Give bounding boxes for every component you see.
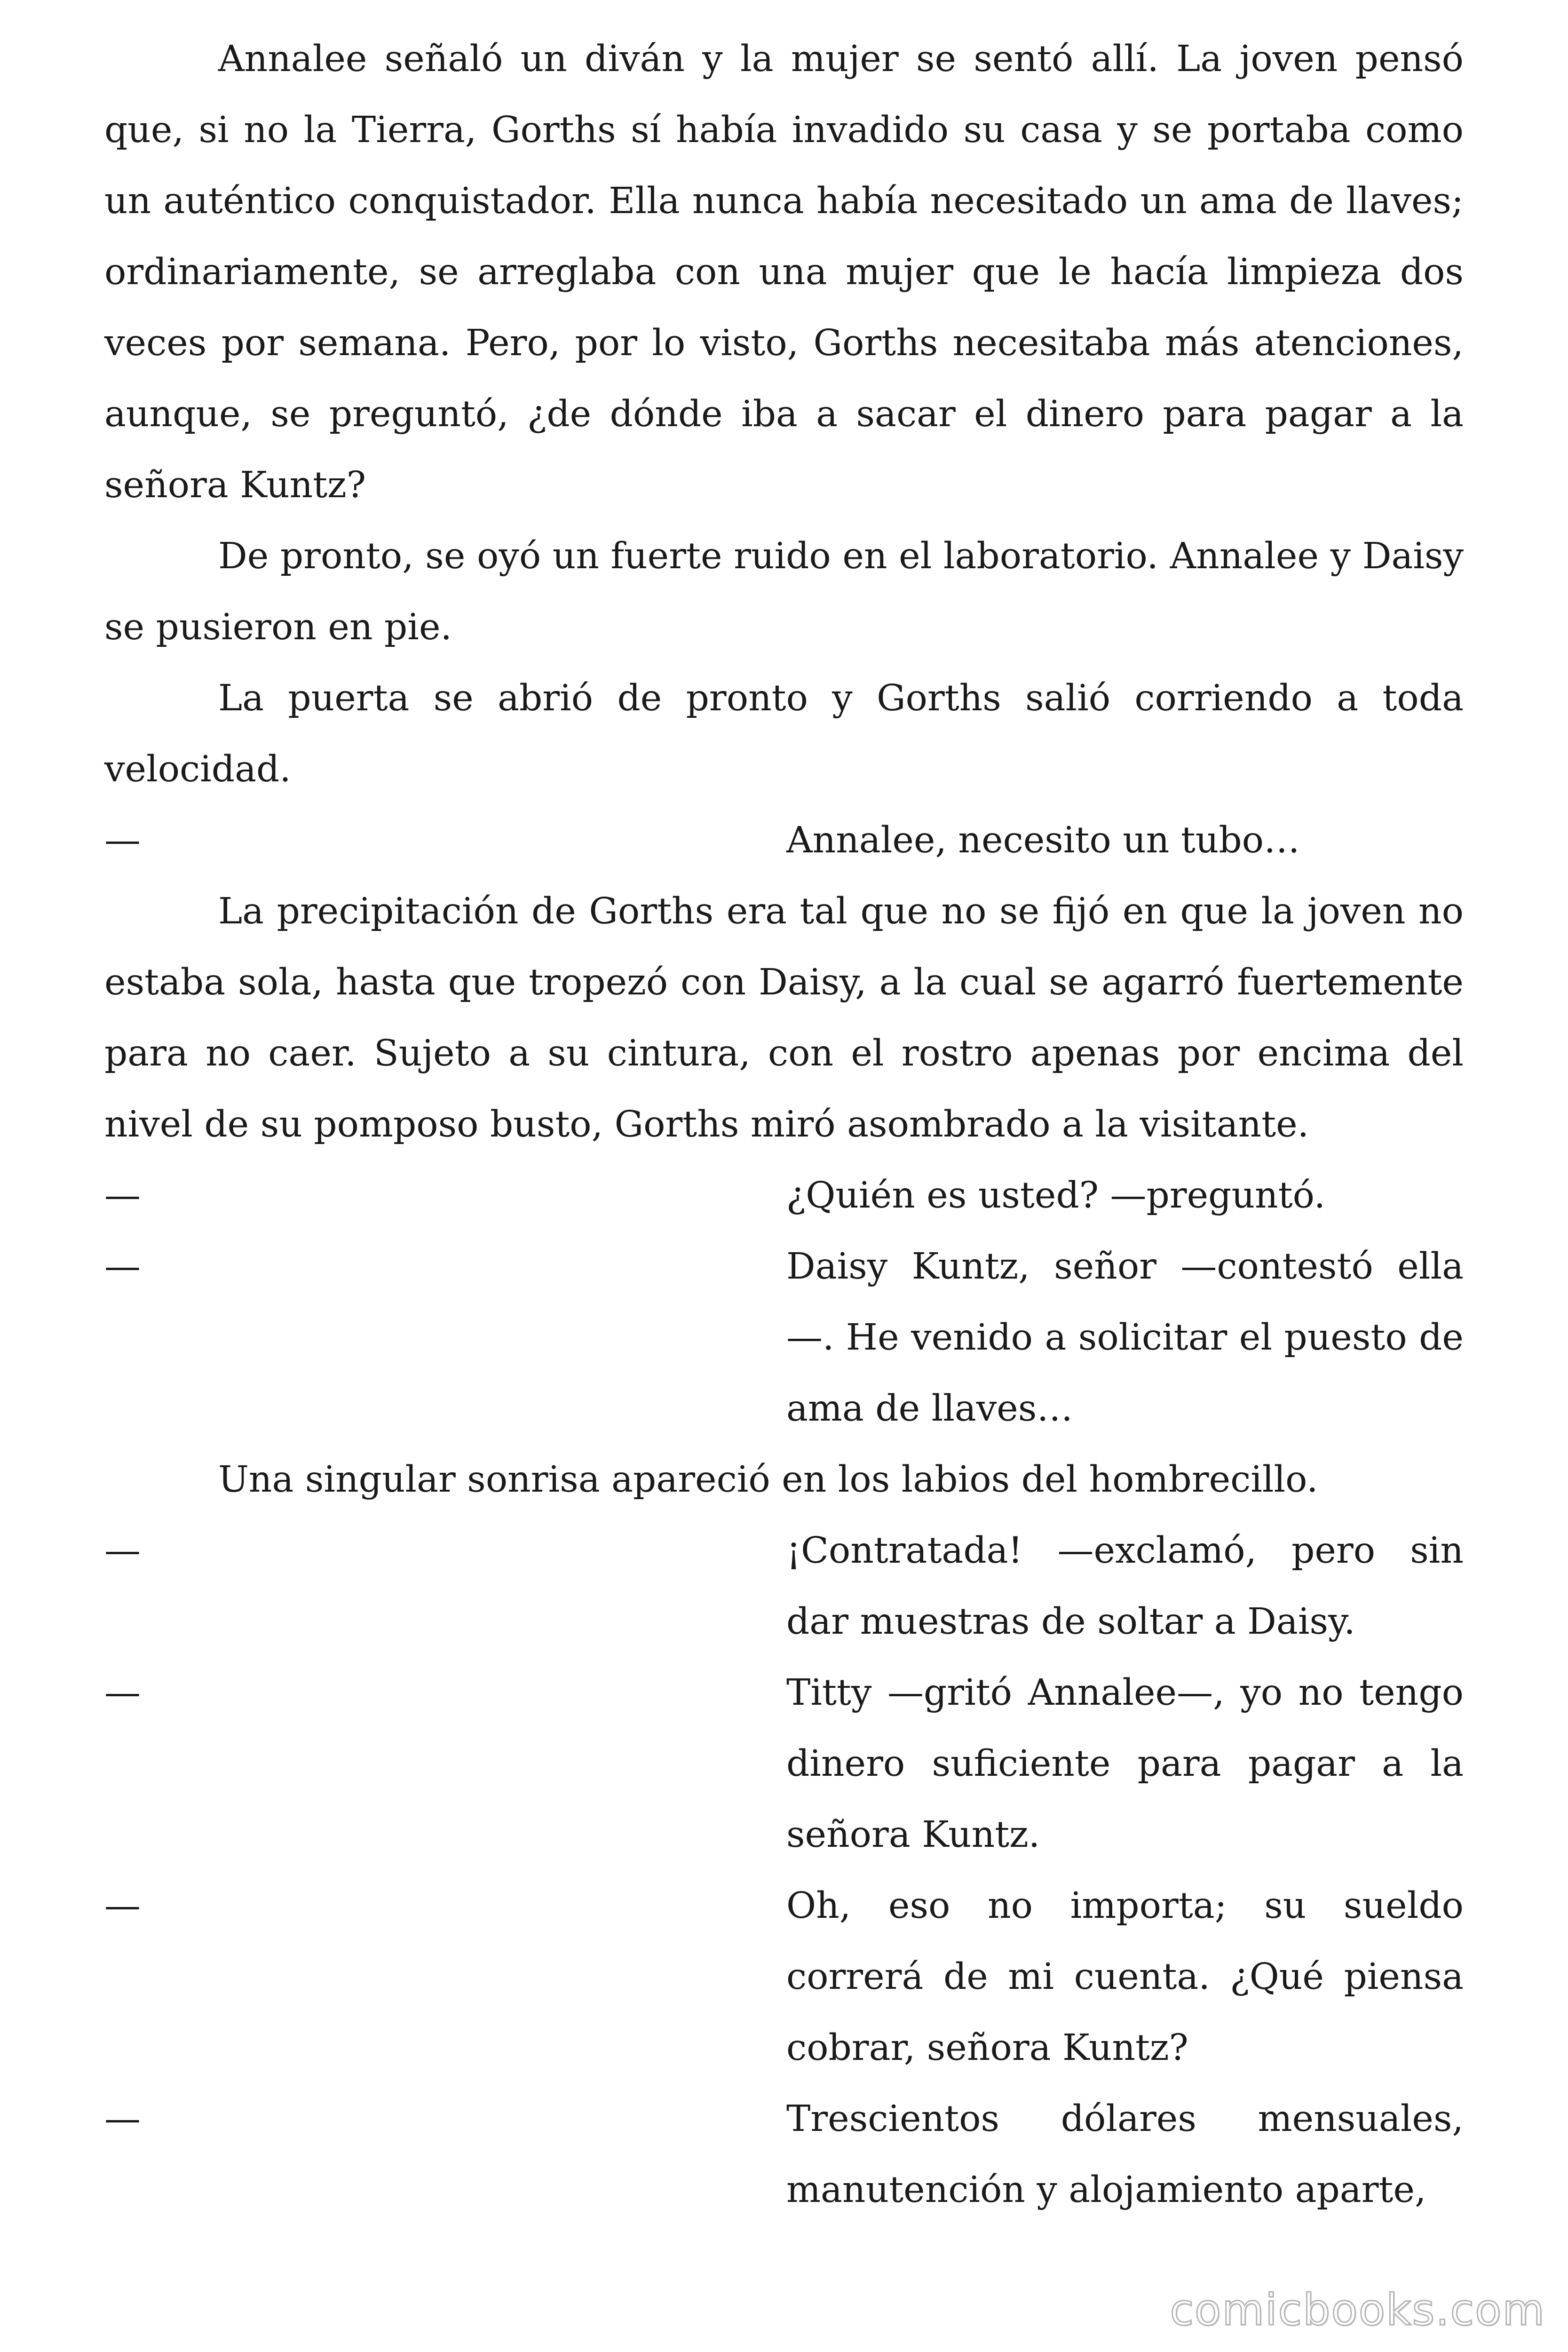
dialogue-text: Annalee, necesito un tubo… xyxy=(786,819,1300,861)
dialogue-dash: — xyxy=(104,819,141,861)
dialogue-line xyxy=(104,1515,1464,1657)
watermark: comicbooks.com xyxy=(1170,2285,1545,2335)
dialogue-line xyxy=(104,2083,1464,2225)
dialogue-text: Titty —gritó Annalee—, yo no tengo dinero suficiente para pagar a la señora Kuntz. xyxy=(786,1672,1464,1856)
paragraph: De pronto, se oyó un fuerte ruido en el laboratorio. Annalee y Daisy se pusieron en pie. xyxy=(104,535,1464,648)
dialogue-dash: — xyxy=(104,1175,141,1216)
dialogue-text: Oh, eso no importa; su sueldo correrá de mi cuenta. ¿Qué piensa cobrar, señora Kuntz? xyxy=(786,1885,1464,2069)
dialogue-text: ¿Quién es usted? —preguntó. xyxy=(786,1175,1326,1216)
dialogue-line xyxy=(104,1231,1464,1444)
dialogue-text: Daisy Kuntz, señor —contestó ella —. He venido a solicitar el puesto de ama de llaves… xyxy=(786,1246,1464,1430)
dialogue-line xyxy=(104,1657,1464,1870)
dialogue-dash: — xyxy=(104,1530,141,1572)
dialogue-line xyxy=(104,1160,1464,1231)
dialogue-dash: — xyxy=(104,1246,141,1287)
page-text xyxy=(104,24,1464,2225)
paragraph: La puerta se abrió de pronto y Gorths salió corriendo a toda velocidad. xyxy=(104,677,1464,790)
paragraph: Annalee señaló un diván y la mujer se sentó allí. La joven pensó que, si no la Tierra, Gorths sí había invadido su casa y se portaba como un auténtico conquistador. Ella nunca había necesitado un ama de llaves; ordinariamente, se arreglaba con una mujer que le hacía limpieza dos veces por semana. Pero, por lo visto, Gorths necesitaba más atenciones, aunque, se preguntó, ¿de dónde iba a sacar el dinero para pagar a la señora Kuntz? xyxy=(104,38,1464,506)
dialogue-dash: — xyxy=(104,1885,141,1927)
dialogue-dash: — xyxy=(104,1672,141,1714)
dialogue-text: Trescientos dólares mensuales, manutención y alojamiento aparte, xyxy=(786,2098,1464,2211)
dialogue-dash: — xyxy=(104,2098,141,2140)
paragraph: La precipitación de Gorths era tal que no se fijó en que la joven no estaba sola, hasta que tropezó con Daisy, a la cual se agarró fuertemente para no caer. Sujeto a su cintura, con el rostro apenas por encima del nivel de su pomposo busto, Gorths miró asombrado a la visitante. xyxy=(104,890,1464,1145)
dialogue-line xyxy=(104,805,1464,876)
paragraph: Una singular sonrisa apareció en los labios del hombrecillo. xyxy=(218,1459,1318,1501)
dialogue-line xyxy=(104,1870,1464,2083)
dialogue-text: ¡Contratada! —exclamó, pero sin dar muestras de soltar a Daisy. xyxy=(786,1530,1464,1643)
